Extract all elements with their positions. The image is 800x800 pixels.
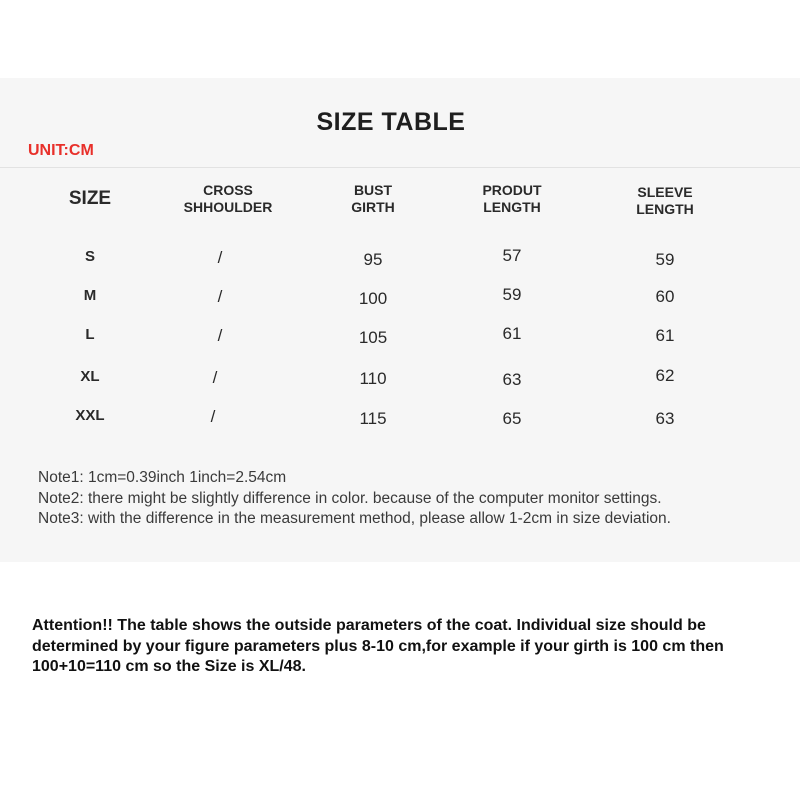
cell-sleeve-length: 60 [655, 287, 675, 306]
notes-block [38, 468, 671, 530]
cell-cross-shoulder: / [217, 248, 223, 267]
cell-sleeve-length: 59 [655, 250, 675, 269]
cell-size: S [84, 248, 95, 265]
unit-label: UNIT:CM [28, 142, 94, 159]
cell-cross-shoulder: / [217, 287, 223, 306]
cell-cross-shoulder: / [217, 326, 223, 345]
cell-bust-girth: 100 [358, 289, 388, 308]
cell-bust-girth: 105 [358, 328, 388, 347]
cell-size: L [85, 326, 95, 343]
cell-product-length: 59 [502, 285, 522, 304]
title-divider [0, 167, 800, 168]
note-3: Note3: with the difference in the measurement method, please allow 1-2cm in size deviation. [38, 510, 671, 527]
header-cross-shoulder: CROSS SHHOULDER [183, 182, 273, 215]
note-1: Note1: 1cm=0.39inch 1inch=2.54cm [38, 469, 287, 486]
header-sleeve-length: SLEEVE LENGTH [636, 184, 694, 217]
cell-sleeve-length: 62 [655, 366, 675, 385]
cell-product-length: 63 [502, 370, 522, 389]
cell-product-length: 65 [502, 409, 522, 428]
cell-product-length: 57 [502, 246, 522, 265]
cell-sleeve-length: 61 [655, 326, 675, 345]
cell-bust-girth: 95 [363, 250, 383, 269]
header-size: SIZE [68, 188, 112, 209]
attention-text: Attention!! The table shows the outside parameters of the coat. Individual size should be determined by your figure parameters plus 8-10 cm,for example if your girth is 100 cm then 100+10=110 cm so the Size is XL/48. [32, 617, 724, 675]
cell-size: M [83, 287, 97, 304]
cell-cross-shoulder: / [210, 407, 216, 426]
header-product-length: PRODUT LENGTH [482, 182, 542, 215]
cell-size: XL [80, 368, 100, 385]
cell-size: XXL [75, 407, 105, 424]
cell-product-length: 61 [502, 324, 522, 343]
page-title: SIZE TABLE [316, 108, 466, 136]
note-2: Note2: there might be slightly difference in color. because of the computer monitor settings. [38, 489, 662, 507]
cell-bust-girth: 115 [359, 409, 387, 428]
header-bust-girth: BUST GIRTH [351, 182, 395, 215]
cell-sleeve-length: 63 [655, 409, 675, 428]
cell-cross-shoulder: / [212, 368, 218, 387]
cell-bust-girth: 110 [359, 369, 387, 388]
